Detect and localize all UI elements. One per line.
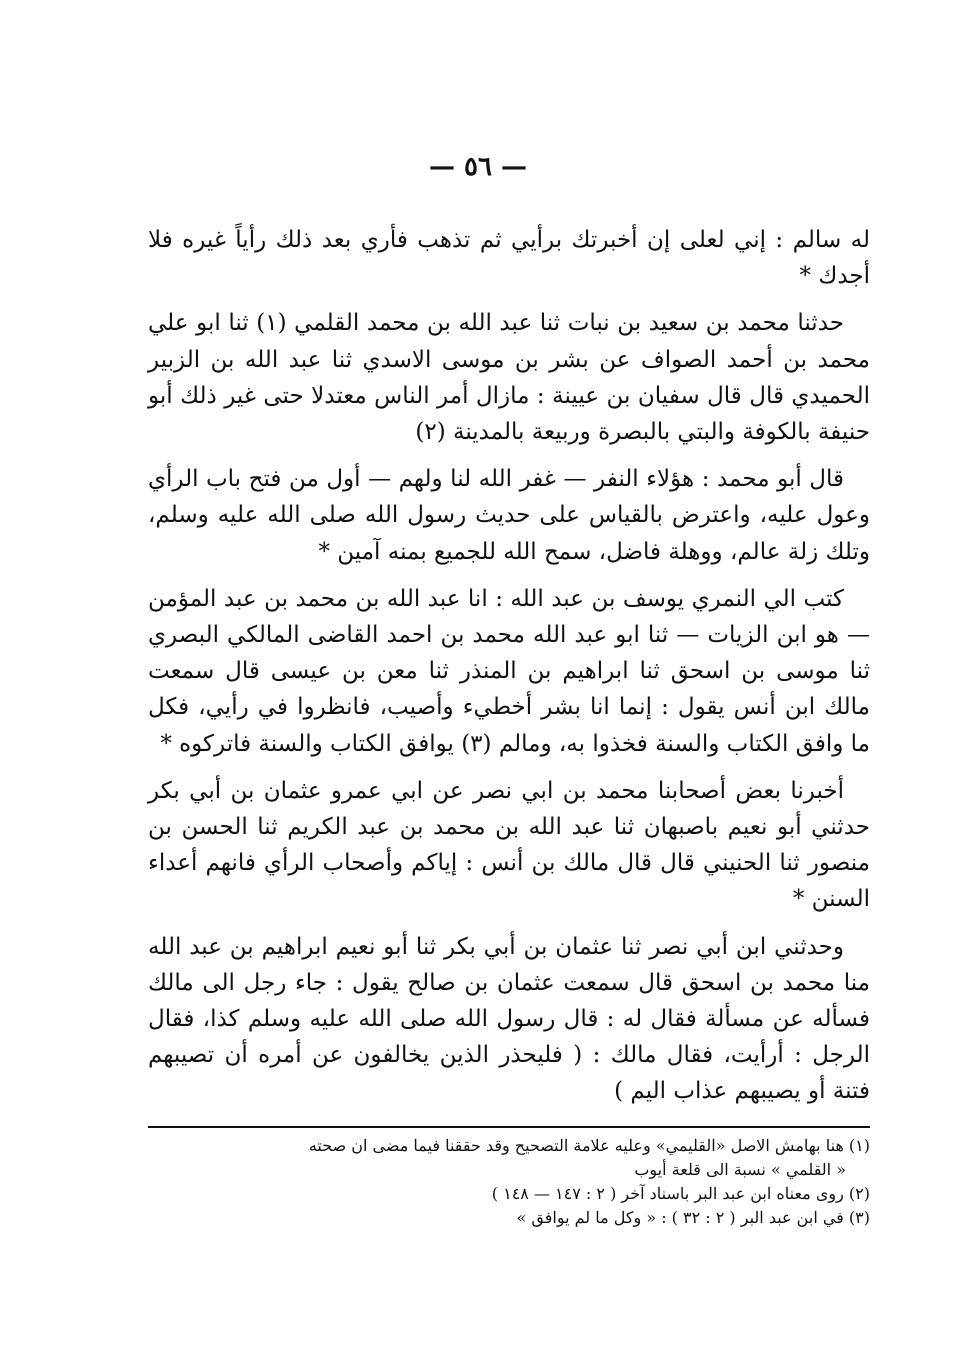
paragraph-3: قال أبو محمد : هؤلاء النفر — غفر الله لنا ولهم — أول من فتح باب الرأي وعول عليه، واعترض بالقياس على حديث رسول الله صلى الله عليه وسلم، وتلك زلة عالم، ووهلة فاضل، سمح الله للجميع بمنه آمين * — [148, 466, 870, 565]
footnote-divider — [148, 1126, 870, 1128]
paragraph-2: حدثنا محمد بن سعيد بن نبات ثنا عبد الله بن محمد القلمي (١) ثنا ابو علي محمد بن أحمد الصواف عن بشر بن موسى الاسدي ثنا عبد الله بن الزبير الحميدي قال قال سفيان بن عيينة : مازال أمر الناس معتدلا حتى غير ذلك أبو حنيفة بالكوفة والبتي بالبصرة وربيعة بالمدينة (٢) — [148, 310, 870, 446]
footnote-1-continued: « القلمي » نسبة الى قلعة أيوب — [634, 1160, 846, 1179]
main-text — [148, 222, 870, 1121]
footnote-3: (٣) في ابن عبد البر ( ٢ : ٣٢ ) : « وكل ما لم يوافق » — [516, 1208, 870, 1227]
paragraph-1: له سالم : إني لعلى إن أخبرتك برأيي ثم تذهب فأري بعد ذلك رأياً غيره فلا أجدك * — [148, 227, 870, 290]
paragraph-6: وحدثني ابن أبي نصر ثنا عثمان بن أبي بكر ثنا أبو نعيم ابراهيم بن عبد الله منا محمد بن اسحق قال سمعت عثمان بن صالح يقول : جاء رجل الى مالك فسأله عن مسألة فقال له : قال رسول الله صلى الله عليه وسلم كذا، فقال الرجل : أرأيت، فقال مالك : ( فليحذر الذين يخالفون عن أمره أن تصيبهم فتنة أو يصيبهم عذاب اليم ) — [148, 933, 870, 1105]
paragraph-4: كتب الي النمري يوسف بن عبد الله : انا عبد الله بن محمد بن عبد المؤمن — هو ابن الزيات — ثنا ابو عبد الله محمد بن احمد القاضى المالكي البصري ثنا موسى بن اسحق ثنا ابراهيم بن المنذر ثنا معن بن عيسى قال سمعت مالك ابن أنس يقول : إنما انا بشر أخطيء وأصيب، فانظروا في رأيي، فكل ما وافق الكتاب والسنة فخذوا به، ومالم (٣) يوافق الكتاب والسنة فاتركوه * — [148, 585, 870, 757]
footnote-1: (١) هنا بهامش الاصل «القليمي» وعليه علامة التصحيح وقد حققنا فيما مضى ان صحته — [308, 1136, 870, 1155]
page-number: — ٥٦ — — [428, 152, 528, 182]
footnotes — [148, 1134, 870, 1230]
footnote-2: (٢) روى معناه ابن عبد البر باسناد آخر ( ٢ : ١٤٧ — ١٤٨ ) — [491, 1184, 870, 1203]
paragraph-5: أخبرنا بعض أصحابنا محمد بن ابي نصر عن ابي عمرو عثمان بن أبي بكر حدثني أبو نعيم باصبهان ثنا عبد الله بن محمد بن عبد الكريم ثنا الحسن بن منصور ثنا الحنيني قال قال مالك بن أنس : إياكم وأصحاب الرأي فانهم أعداء السنن * — [148, 777, 870, 913]
